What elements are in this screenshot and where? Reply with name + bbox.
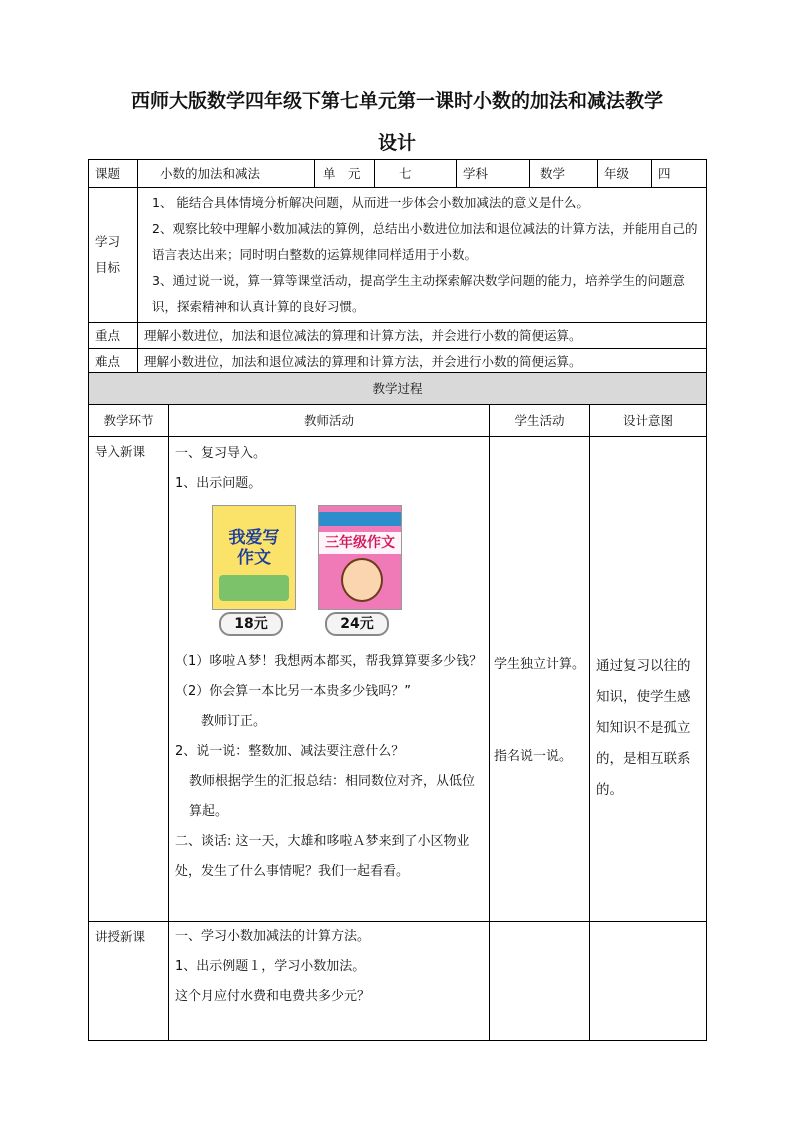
objectives-row [89, 188, 707, 323]
grade-label: 年级 [598, 160, 652, 188]
book2-title: 三年级作文 [319, 532, 401, 554]
objective-1: 1、 能结合具体情境分析解决问题，从而进一步体会小数加减法的意义是什么。 [152, 195, 589, 210]
subject-label: 学科 [457, 160, 530, 188]
topic-value: 小数的加法和减法 [138, 160, 315, 188]
book2-price: 24元 [325, 612, 389, 636]
process-table [88, 372, 707, 1041]
key-value: 理解小数进位，加法和退位减法的算理和计算方法，并会进行小数的简便运算。 [138, 323, 707, 349]
teacher-line: 一、复习导入。 [175, 446, 267, 461]
subject-value: 数学 [530, 160, 598, 188]
header-stage: 教学环节 [89, 405, 169, 437]
teacher-line: 教师根据学生的汇报总结：相同数位对齐，从低位算起。 [189, 774, 476, 819]
intent-teach [590, 922, 707, 1041]
teacher-teach [169, 922, 490, 1041]
objective-3: 3、通过说一说，算一算等课堂活动，提高学生主动探索解决数学问题的能力，培养学生的问题意识，探索精神和认真计算的良好习惯。 [152, 273, 685, 314]
process-title: 教学过程 [89, 373, 707, 405]
document-title [88, 80, 706, 164]
student-line: 指名说一说。 [494, 749, 573, 764]
objective-2: 2、观察比较中理解小数加减法的算例，总结出小数进位加法和退位减法的计算方法，并能用自己的语言表达出来；同时明白整数的运算规律同样适用于小数。 [152, 221, 698, 262]
teacher-line: （1）哆啦Ａ梦！我想两本都买，帮我算算要多少钱？ [175, 654, 483, 669]
objectives-cell [138, 188, 707, 323]
student-line: 学生独立计算。 [494, 657, 586, 672]
difficulty-row [89, 349, 707, 375]
section-teach-row [89, 922, 707, 1041]
stage-teach: 讲授新课 [89, 922, 169, 1041]
header-student: 学生活动 [490, 405, 590, 437]
teacher-line: （2）你会算一本比另一本贵多少钱吗？” [175, 684, 412, 699]
process-title-row [89, 373, 707, 405]
book1-price: 18元 [219, 612, 283, 636]
header-teacher: 教师活动 [169, 405, 490, 437]
teacher-line: 这个月应付水费和电费共多少元？ [175, 989, 371, 1004]
process-header-row [89, 405, 707, 437]
student-intro [490, 437, 590, 922]
objectives-label: 学习目标 [89, 188, 138, 323]
info-table [88, 159, 707, 375]
grade-value: 四 [652, 160, 707, 188]
title-line-1: 西师大版数学四年级下第七单元第一课时小数的加法和减法教学 [130, 90, 663, 112]
header-intent: 设计意图 [590, 405, 707, 437]
teacher-line: 教师订正。 [201, 714, 267, 729]
teacher-line: 2、说一说：整数加、减法要注意什么？ [175, 744, 405, 759]
book-cover-2 [318, 505, 402, 610]
teacher-line: 1、出示问题。 [175, 476, 262, 491]
student-teach [490, 922, 590, 1041]
title-line-2: 设计 [377, 132, 416, 154]
difficulty-label: 难点 [89, 349, 138, 375]
teacher-line: 二、谈话: 这一天，大雄和哆啦Ａ梦来到了小区物业处，发生了什么事情呢？我们一起看看。 [175, 834, 470, 879]
book-images [175, 505, 483, 643]
unit-label: 单 元 [315, 160, 375, 188]
intent-text: 通过复习以往的知识，使学生感知知识不是孤立的，是相互联系的。 [596, 658, 691, 798]
teacher-line: 一、学习小数加减法的计算方法。 [175, 929, 371, 944]
key-label: 重点 [89, 323, 138, 349]
section-intro-row [89, 437, 707, 922]
intent-intro [590, 437, 707, 922]
book-cover-1 [212, 505, 296, 610]
topic-label: 课题 [89, 160, 138, 188]
stage-intro: 导入新课 [89, 437, 169, 922]
key-row [89, 323, 707, 349]
difficulty-value: 理解小数进位，加法和退位减法的算理和计算方法，并会进行小数的简便运算。 [138, 349, 707, 375]
book1-title: 我爱写作文 [228, 528, 280, 568]
teacher-intro [169, 437, 490, 922]
topic-row [89, 160, 707, 188]
teacher-line: 1、出示例题１，学习小数加法。 [175, 959, 366, 974]
unit-value: 七 [375, 160, 457, 188]
